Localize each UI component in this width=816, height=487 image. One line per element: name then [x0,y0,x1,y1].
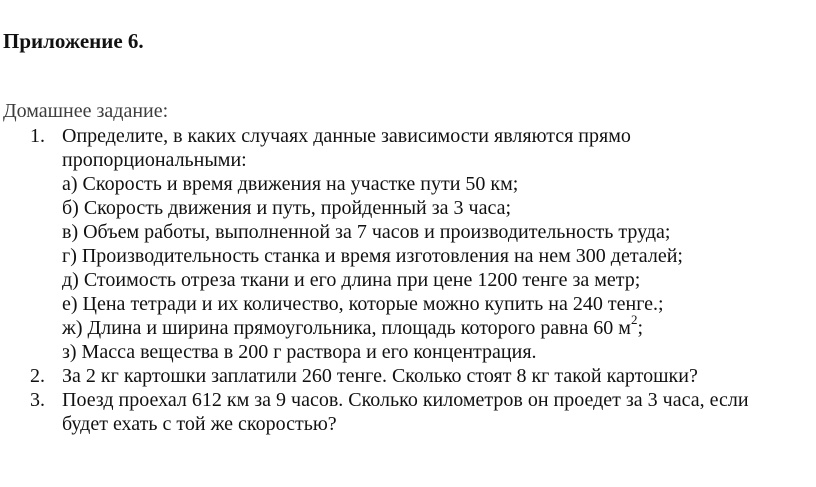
task-1-option-g: г) Производительность станка и время изготовления на нем 300 деталей; [62,245,683,267]
task-2 [0,364,816,388]
task-list [0,124,816,436]
superscript: 2 [630,312,638,328]
homework-heading: Домашнее задание: [3,100,169,122]
task-3 [0,388,816,436]
task-1-line: пропорциональными: [62,149,247,171]
task-1-option-zh [62,312,816,340]
task-number: 1. [30,125,45,147]
option-zh-suffix: ; [637,317,644,339]
task-1-option-a: а) Скорость и время движения на участке пути 50 км; [62,173,519,195]
task-1-option-v: в) Объем работы, выполненной за 7 часов и производительность труда; [62,221,671,243]
option-zh-text: ж) Длина и ширина прямоугольника, площадь которого равна 60 м [62,317,631,339]
task-1-line: Определите, в каких случаях данные зависимости являются прямо [62,125,631,147]
task-3-line: будет ехать с той же скоростью? [62,413,337,435]
task-1 [0,124,816,364]
task-1-option-e: е) Цена тетради и их количество, которые можно купить на 240 тенге.; [62,293,664,315]
task-number: 3. [30,389,45,411]
page-title: Приложение 6. [3,29,144,53]
task-2-line: За 2 кг картошки заплатили 260 тенге. Сколько стоят 8 кг такой картошки? [62,365,698,387]
task-3-line: Поезд проехал 612 км за 9 часов. Сколько километров он проедет за 3 часа, если [62,389,749,411]
task-1-option-b: б) Скорость движения и путь, пройденный за 3 часа; [62,197,512,219]
task-1-option-d: д) Стоимость отреза ткани и его длина при цене 1200 тенге за метр; [62,269,641,291]
task-1-option-z: з) Масса вещества в 200 г раствора и его концентрация. [62,341,537,363]
task-number: 2. [30,365,45,387]
